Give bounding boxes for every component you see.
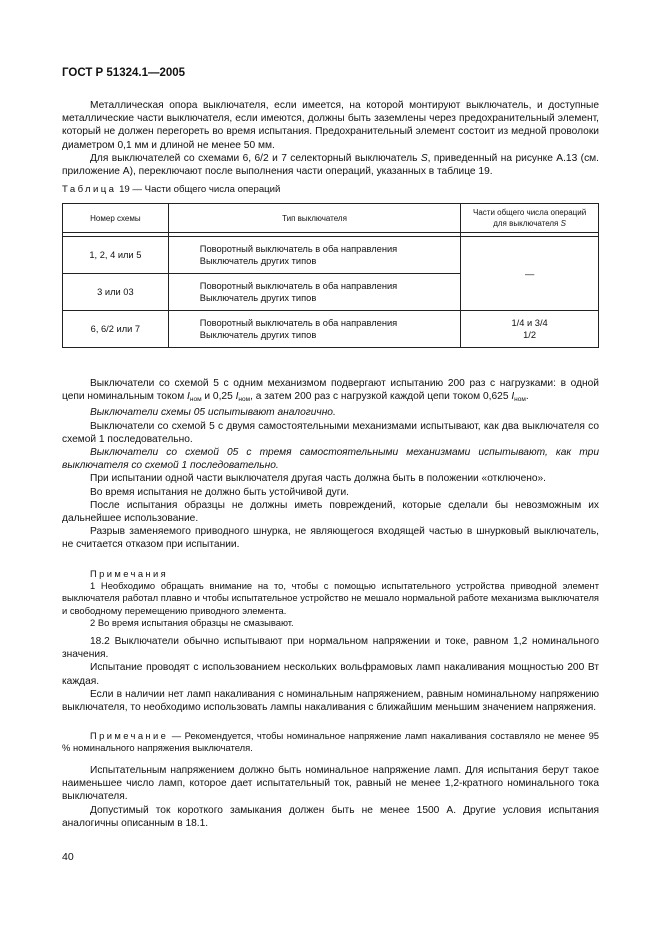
type-cell: Поворотный выключатель в оба направления Выключатель других типов	[168, 237, 460, 274]
paragraph-no-arc: Во время испытания не должно быть устойчивой дуги.	[90, 486, 349, 498]
parts-cell-dash: —	[461, 237, 599, 311]
note-1: 1 Необходимо обращать внимание на то, чтобы с помощью испытательного устройства приводной элемент выключателя работал плавно и чтобы испытательное устройство не мешало нормальной работе механизма выключателя и свободному перемещению приводного элемента.	[62, 580, 599, 616]
header-scheme-number: Номер схемы	[63, 204, 169, 233]
section-18-2	[62, 635, 599, 714]
final-text	[62, 764, 599, 830]
operations-table	[62, 203, 599, 348]
table-row	[63, 311, 599, 348]
document-header: ГОСТ Р 51324.1—2005	[62, 67, 186, 79]
paragraph-cord-break: Разрыв заменяемого приводного шнурка, не являющегося входящей частью в шнурковый выключатель, не считается отказом при испытании.	[62, 526, 599, 551]
parts-cell: 1/4 и 3/4 1/2	[461, 311, 599, 348]
paragraph-test-voltage: Испытательным напряжением должно быть номинальное напряжение ламп. Для испытания берут такое наименьшее число ламп, которое дает испытательный ток, равный не менее 1,2-кратного номинального тока выключателя.	[62, 765, 599, 803]
page-number: 40	[62, 851, 74, 863]
paragraph-18-2: 18.2 Выключатели обычно испытывают при нормальном напряжении и токе, равном 1,2 номинального значения.	[62, 636, 599, 661]
paragraph-off-position: При испытании одной части выключателя другая часть должна быть в положении «отключено».	[90, 473, 547, 485]
note-3: Примечание — Рекомендуется, чтобы номинальное напряжение ламп накаливания составляло не менее 95 % номинального напряжения выключателя.	[62, 730, 599, 754]
type-cell: Поворотный выключатель в оба направления Выключатель других типов	[168, 274, 460, 311]
paragraph-short-circuit: Допустимый ток короткого замыкания должен быть не менее 1500 А. Другие условия испытания аналогичны описанным в 18.1.	[62, 804, 599, 829]
paragraph-scheme05: Выключатели схемы 05 испытывают аналогично.	[90, 407, 336, 419]
note-2: 2 Во время испытания образцы не смазывают.	[90, 616, 294, 628]
table-row	[63, 237, 599, 274]
intro-text	[62, 99, 599, 178]
main-text	[62, 377, 599, 552]
paragraph-no-damage: После испытания образцы не должны иметь повреждений, которые сделали бы невозможным их дальнейшее использование.	[62, 499, 599, 525]
paragraph-three-mechanisms: Выключатели со схемой 05 с тремя самостоятельными механизмами испытывают, как три выключателя со схемой 1 последовательно.	[62, 447, 599, 472]
paragraph-two-mechanisms: Выключатели со схемой 5 с двумя самостоятельными механизмами испытывают, как два выключателя со схемой 1 последовательно.	[62, 420, 599, 445]
notes-title: Примечания	[90, 568, 169, 579]
type-cell: Поворотный выключатель в оба направления Выключатель других типов	[168, 311, 460, 348]
notes-block	[62, 568, 599, 629]
header-operation-parts: Части общего числа операций для выключателя S	[461, 204, 599, 233]
paragraph-selector-switch: Для выключателей со схемами 6, 6/2 и 7 селекторный выключатель S, приведенный на рисунке А.13 (см. приложение А), переключают после выполнения части операций, указанных в таблице 19.	[62, 152, 599, 178]
header-switch-type: Тип выключателя	[168, 204, 460, 233]
scheme-cell: 1, 2, 4 или 5	[63, 237, 169, 274]
scheme-cell: 3 или 03	[63, 274, 169, 311]
table-header-row	[63, 204, 599, 233]
paragraph-lamp-voltage: Если в наличии нет ламп накаливания с номинальным напряжением, равным номинальному напряжению выключателя, то необходимо использовать лампы накаливания с ближайшим меньшим значением напряжения.	[62, 688, 599, 714]
note-lamp-voltage	[62, 730, 599, 754]
paragraph-lamps: Испытание проводят с использованием нескольких вольфрамовых ламп накаливания мощностью 200 Вт каждая.	[62, 662, 599, 687]
paragraph-grounding: Металлическая опора выключателя, если имеется, на которой монтируют выключатель, и доступные металлические части выключателя, если имеются, должны быть заземлены через предохранительный элемент, который не должен перегореть во время испытания. Предохранительный элемент состоит из медной проволоки диаметром 0,1 мм и длиной не менее 50 мм.	[62, 100, 599, 151]
table-caption: Таблица 19 — Части общего числа операций	[62, 184, 281, 195]
paragraph-scheme5-test: Выключатели со схемой 5 с одним механизмом подвергают испытанию 200 раз с нагрузками: в одной цепи номинальным током $I_{ном}$ и 0,25 $I_{ном}$, а затем 200 раз с нагрузкой каждой цепи током 0,625 $I_{ном}$.	[62, 378, 599, 404]
scheme-cell: 6, 6/2 или 7	[63, 311, 169, 348]
